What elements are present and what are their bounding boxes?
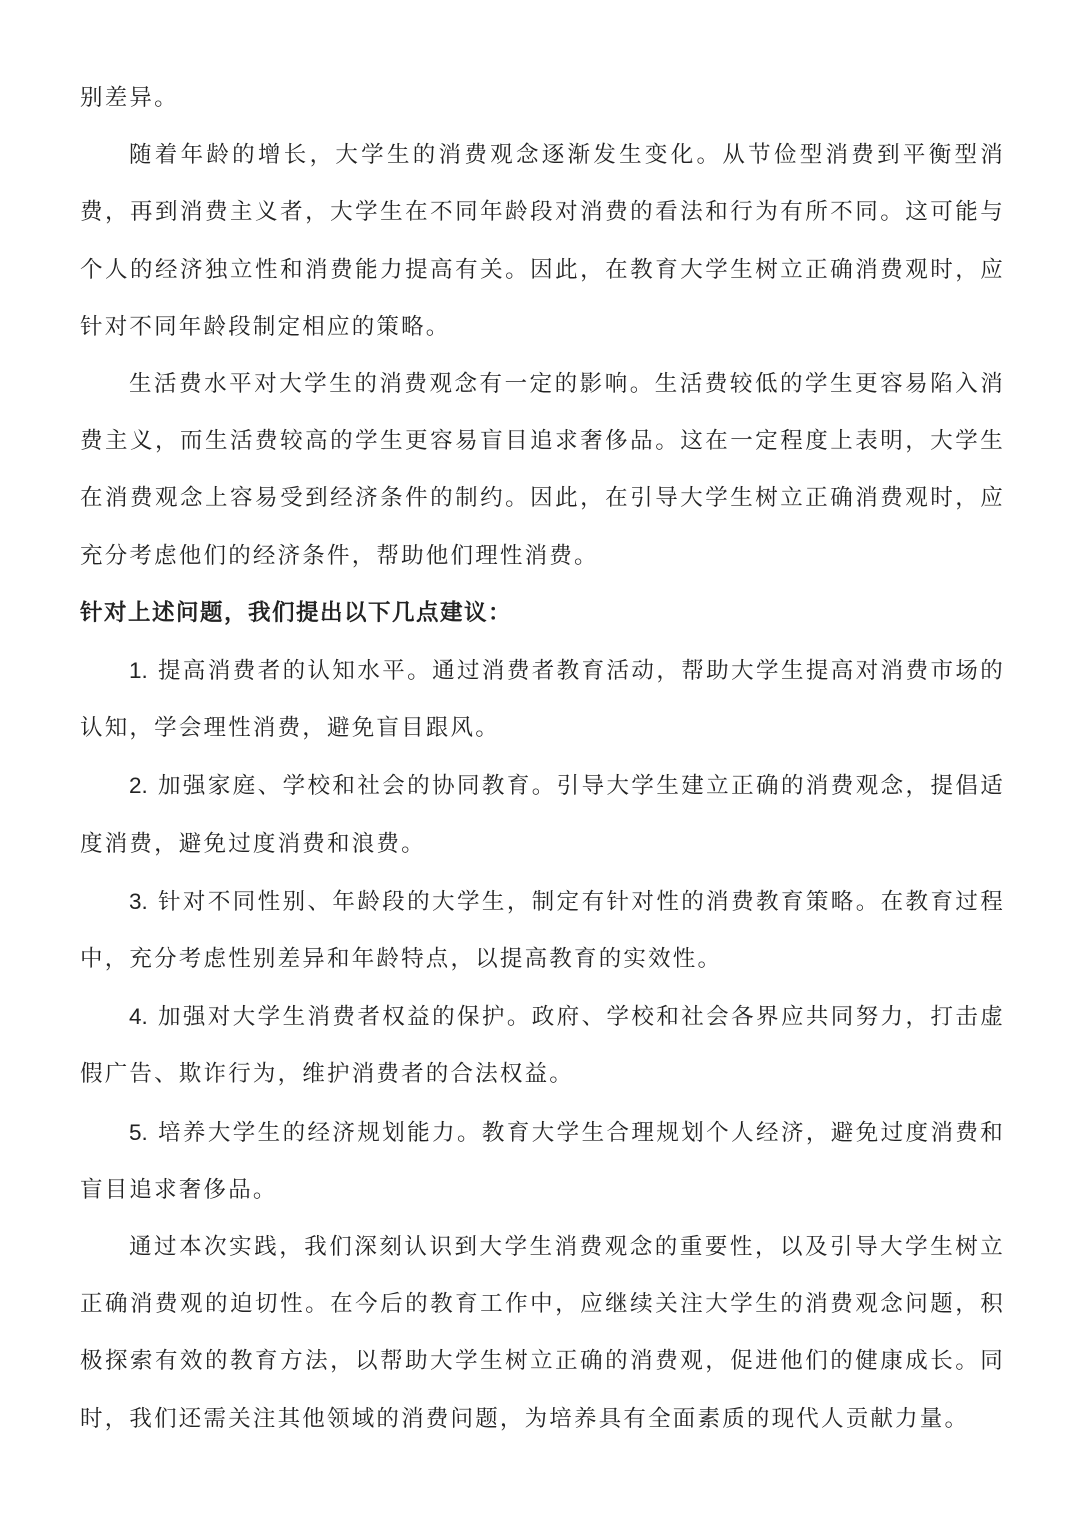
suggestion-number: 1. xyxy=(129,658,148,684)
paragraph-continuation: 别差异。 xyxy=(80,85,179,111)
suggestion-text: 提高消费者的认知水平。通过消费者教育活动，帮助大学生提高对消费市场的认知，学会理性消费，避免盲目跟风。 xyxy=(80,658,1005,742)
suggestion-number: 5. xyxy=(129,1119,148,1145)
suggestion-item-5 xyxy=(80,1104,1005,1219)
suggestion-number: 3. xyxy=(129,888,148,914)
suggestion-item-2 xyxy=(80,757,1005,872)
suggestion-number: 2. xyxy=(129,773,148,799)
suggestion-item-3 xyxy=(80,873,1005,988)
suggestion-text: 加强对大学生消费者权益的保护。政府、学校和社会各界应共同努力，打击虚假广告、欺诈行为，维护消费者的合法权益。 xyxy=(80,1004,1005,1088)
document-page xyxy=(80,70,1005,1448)
suggestion-text: 培养大学生的经济规划能力。教育大学生合理规划个人经济，避免过度消费和盲目追求奢侈品。 xyxy=(80,1119,1005,1203)
suggestion-item-4 xyxy=(80,988,1005,1103)
suggestion-text: 针对不同性别、年龄段的大学生，制定有针对性的消费教育策略。在教育过程中，充分考虑性别差异和年龄特点，以提高教育的实效性。 xyxy=(80,888,1005,973)
suggestion-number: 4. xyxy=(129,1004,148,1030)
paragraph-conclusion: 通过本次实践，我们深刻认识到大学生消费观念的重要性，以及引导大学生树立正确消费观的迫切性。在今后的教育工作中，应继续关注大学生的消费观念问题，积极探索有效的教育方法，以帮助大学生树立正确的消费观，促进他们的健康成长。同时，我们还需关注其他领域的消费问题，为培养具有全面素质的现代人贡献力量。 xyxy=(80,1234,1005,1432)
suggestion-item-1 xyxy=(80,642,1005,757)
suggestion-text: 加强家庭、学校和社会的协同教育。引导大学生建立正确的消费观念，提倡适度消费，避免过度消费和浪费。 xyxy=(80,773,1005,857)
paragraph-age-consumption: 随着年龄的增长，大学生的消费观念逐渐发生变化。从节俭型消费到平衡型消费，再到消费主义者，大学生在不同年龄段对消费的看法和行为有所不同。这可能与个人的经济独立性和消费能力提高有关。因此，在教育大学生树立正确消费观时，应针对不同年龄段制定相应的策略。 xyxy=(80,142,1005,340)
suggestions-heading: 针对上述问题，我们提出以下几点建议： xyxy=(80,599,513,626)
paragraph-living-expenses: 生活费水平对大学生的消费观念有一定的影响。生活费较低的学生更容易陷入消费主义，而生活费较高的学生更容易盲目追求奢侈品。这在一定程度上表明，大学生在消费观念上容易受到经济条件的制约。因此，在引导大学生树立正确消费观时，应充分考虑他们的经济条件，帮助他们理性消费。 xyxy=(80,371,1005,569)
